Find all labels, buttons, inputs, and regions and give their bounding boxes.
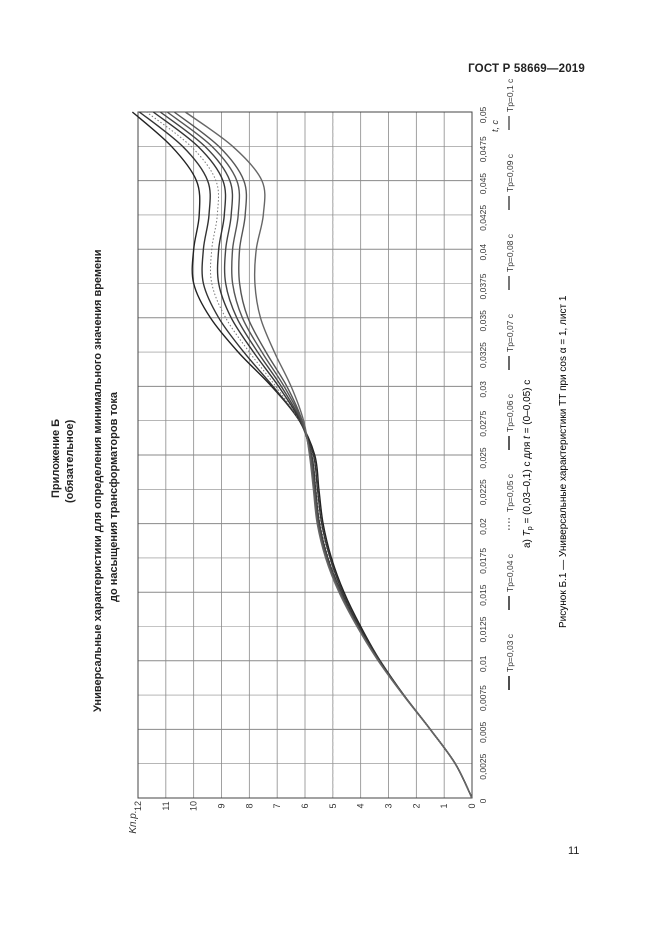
- x-tick-label: 0,035: [478, 310, 488, 332]
- legend-item: [505, 473, 515, 530]
- y-tick-label: 4: [355, 803, 366, 809]
- y-axis-label: Kп.р.: [128, 810, 139, 834]
- x-tick-label: 0,015: [478, 584, 488, 606]
- legend-label: Tр=0,05 с: [505, 473, 515, 512]
- y-tick-label: 12: [133, 800, 143, 812]
- legend-item: [505, 153, 515, 210]
- x-tick-label: 0,0475: [478, 136, 488, 163]
- subcaption-suffix: = (0–0,05) с: [522, 379, 533, 437]
- y-tick-label: 7: [272, 803, 283, 809]
- x-tick-label: 0,02: [478, 518, 488, 535]
- x-tick-label: 0,01: [478, 655, 488, 673]
- x-tick-label: 0,005: [478, 721, 488, 744]
- y-tick-label: 3: [383, 803, 394, 809]
- y-tick-label: 5: [327, 803, 338, 809]
- x-tick-label: 0,0275: [478, 410, 488, 437]
- subcaption-symbol-t: T: [522, 530, 533, 537]
- x-tick-label: 0,0075: [478, 685, 488, 712]
- section-title-line2: до насыщения трансформаторов тока: [108, 392, 120, 602]
- y-tick-label: 6: [300, 803, 310, 809]
- y-tick-label: 10: [188, 800, 199, 812]
- x-tick-label: 0: [478, 798, 488, 804]
- legend-item: [505, 313, 515, 370]
- y-tick-label: 1: [439, 803, 450, 809]
- legend-item: [505, 233, 515, 290]
- legend-label: Tр=0,04 с: [505, 553, 515, 592]
- legend-item: [505, 393, 515, 450]
- subcaption-subscript: р: [527, 526, 534, 531]
- appendix-status: (обязательное): [64, 419, 76, 503]
- subcaption-middle: = (0,03–0,1) с для: [522, 438, 533, 527]
- figure-caption: Рисунок Б.1 — Универсальные характеристики ТТ при cos α = 1, лист 1: [558, 295, 569, 628]
- legend-label: Tр=0,1 с: [505, 78, 515, 112]
- plot-area: [128, 106, 500, 833]
- x-tick-label: 0,0325: [478, 342, 488, 369]
- section-title-line1: Универсальные характеристики для определения минимального значения времени: [92, 249, 104, 712]
- subcaption-prefix: а): [522, 536, 533, 548]
- legend-label: Tр=0,03 с: [505, 633, 515, 672]
- y-tick-label: 2: [411, 803, 422, 809]
- figure-subcaption: [522, 380, 534, 548]
- legend-label: Tр=0,08 с: [505, 233, 515, 272]
- y-tick-label: 8: [244, 803, 255, 809]
- legend-label: Tр=0,07 с: [505, 313, 515, 352]
- x-tick-label: 0,0175: [478, 547, 488, 574]
- x-tick-label: 0,04: [478, 243, 488, 261]
- page-number: 11: [568, 845, 580, 857]
- y-tick-label: 11: [160, 801, 171, 811]
- legend-item: [505, 553, 515, 610]
- legend-label: Tр=0,06 с: [505, 393, 515, 432]
- y-tick-label: 9: [216, 803, 227, 809]
- x-tick-label: 0,03: [478, 381, 488, 398]
- y-tick-label: 0: [467, 803, 477, 809]
- legend-item: [505, 78, 515, 130]
- legend-label: Tр=0,09 с: [505, 153, 515, 192]
- document-code: ГОСТ Р 58669—2019: [468, 63, 585, 75]
- x-tick-label: 0,0125: [478, 616, 488, 643]
- appendix-title: Приложение Б: [50, 418, 62, 498]
- subcaption-symbol-time: t: [522, 436, 533, 439]
- x-tick-label: 0,0425: [478, 204, 488, 231]
- legend: [505, 78, 515, 690]
- x-tick-label: 0,045: [478, 172, 488, 195]
- x-tick-label: 0,05: [478, 106, 488, 124]
- x-tick-label: 0,025: [478, 447, 488, 469]
- x-tick-label: 0,0025: [478, 753, 488, 780]
- legend-item: [505, 633, 515, 690]
- x-axis-label: t, c: [490, 119, 500, 133]
- x-tick-label: 0,0225: [478, 479, 488, 506]
- x-tick-label: 0,0375: [478, 273, 488, 300]
